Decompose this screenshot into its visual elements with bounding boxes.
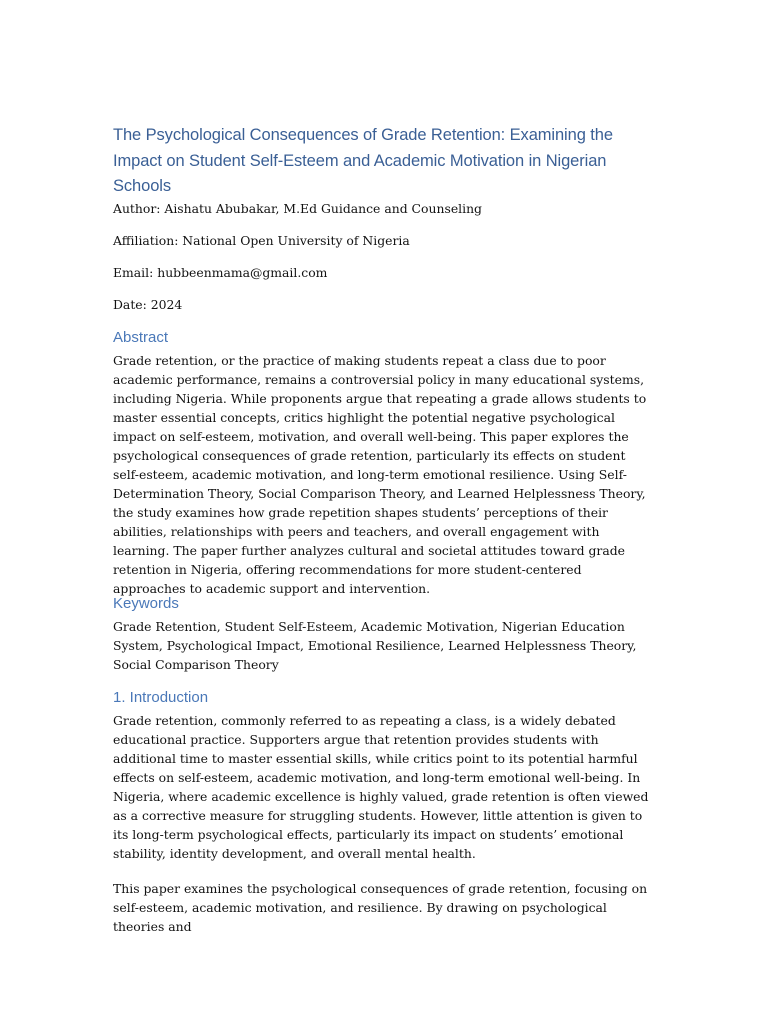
keywords-heading: Keywords bbox=[113, 595, 179, 612]
keywords-text: Grade Retention, Student Self-Esteem, Academic Motivation, Nigerian Education System, Psychological Impact, Emotional Resilience, Learned Helplessness Theory, Social Comparison Theory bbox=[113, 619, 637, 672]
author-line: Author: Aishatu Abubakar, M.Ed Guidance and Counseling bbox=[113, 201, 482, 216]
document-title: The Psychological Consequences of Grade Retention: Examining the Impact on Student Self-Esteem and Academic Motivation in Nigerian Schools bbox=[113, 126, 613, 195]
introduction-heading: 1. Introduction bbox=[113, 689, 209, 706]
abstract-text: Grade retention, or the practice of making students repeat a class due to poor academic performance, remains a controversial policy in many educational systems, including Nigeria. While proponents argue that repeating a grade allows students to master essential concepts, critics highlight the potential negative psychological impact on self-esteem, motivation, and overall well-being. This paper explores the psychological consequences of grade retention, particularly its effects on student self-esteem, academic motivation, and long-term emotional resilience. Using Self-Determination Theory, Social Comparison Theory, and Learned Helplessness Theory, the study examines how grade repetition shapes students’ perceptions of their abilities, relationships with peers and teachers, and overall engagement with learning. The paper further analyzes cultural and societal attitudes toward grade retention in Nigeria, offering recommendations for more student-centered approaches to academic support and intervention. bbox=[113, 353, 647, 596]
email-line: Email: hubbeenmama@gmail.com bbox=[113, 265, 328, 280]
introduction-paragraph: This paper examines the psychological consequences of grade retention, focusing on self-esteem, academic motivation, and resilience. By drawing on psychological theories and bbox=[113, 881, 648, 934]
abstract-heading: Abstract bbox=[113, 329, 169, 346]
date-line: Date: 2024 bbox=[113, 297, 183, 312]
affiliation-line: Affiliation: National Open University of Nigeria bbox=[113, 233, 410, 248]
introduction-paragraph: Grade retention, commonly referred to as repeating a class, is a widely debated educational practice. Supporters argue that retention provides students with additional time to master essential skills, while critics point to its potential harmful effects on self-esteem, academic motivation, and long-term emotional well-being. In Nigeria, where academic excellence is highly valued, grade retention is often viewed as a corrective measure for struggling students. However, little attention is given to its long-term psychological effects, particularly its impact on students’ emotional stability, identity development, and overall mental health. bbox=[113, 713, 649, 861]
